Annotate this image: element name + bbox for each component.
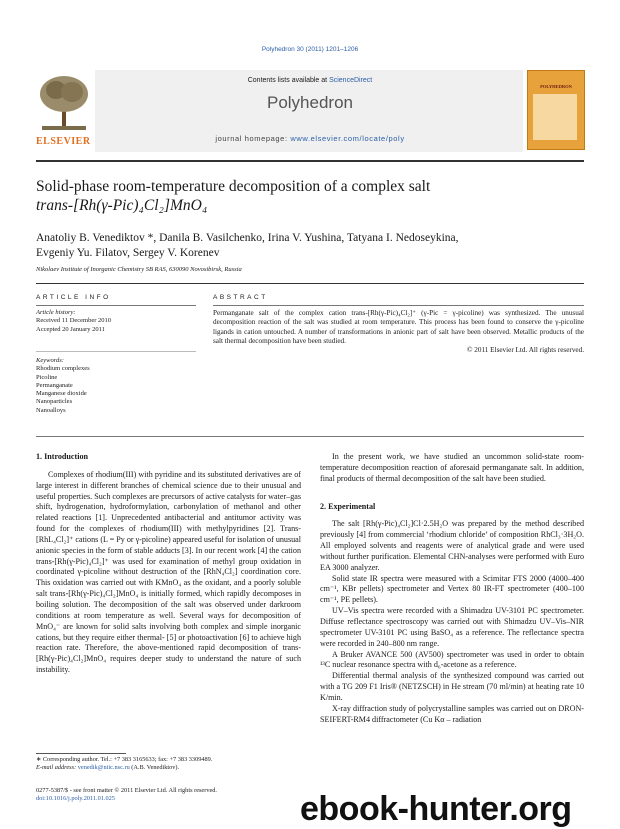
- journal-name: Polyhedron: [266, 93, 353, 112]
- title-line-1: Solid-phase room-temperature decomposition of a complex salt: [36, 178, 431, 195]
- header-rule: [36, 160, 584, 162]
- column-two: [320, 452, 584, 725]
- keyword-item: Picoline: [36, 373, 58, 381]
- history-label: Article history:: [36, 309, 76, 316]
- abstract-text: [213, 309, 584, 355]
- watermark-text: ebook-hunter.org: [300, 790, 572, 828]
- authors-line-2: Evgeniy Yu. Filatov, Sergey V. Korenev: [36, 247, 220, 259]
- experimental-paragraph-4: A Bruker AVANCE 500 (AV500) spectrometer was used in order to obtain ¹³C nuclear resonance spectra with d₆-acetone as a reference.: [320, 649, 584, 670]
- introduction-section: [36, 452, 301, 676]
- issn-line: 0277-5387/$ - see front matter © 2011 Elsevier Ltd. All rights reserved.: [36, 787, 217, 794]
- received-date: Received 11 December 2010: [36, 317, 112, 325]
- intro-paragraph: Complexes of rhodium(III) with pyridine and its substituted derivatives are of large interest in different branches of chemical science due to their unusual and useful properties. Such complexes are precursors of active catalysts for water–gas shift, hydrogenation, hydroformylation, carbonylation of methanol and other related reactions [1]. Unprecedented antibacterial and antitumor activity was found for the complexes of rhodium(III) with methylpyridines [2]. Trans-[RhL₄Cl₂]⁺ cations (L = Py or γ-picoline) appeared useful for isolation of unusual anionic species in the form of stable adducts [3]. In our recent work [4] the cation trans-[Rh(γ-Pic)₄Cl₂]⁺ was used for examination of methyl group oxidation in coordinated γ-picoline without destruction of the [RhN₄Cl₂] coordination core. This oxidation was carried out with KMnO₄ as the oxidant, and a poorly soluble salt trans-[Rh(γ-Pic)₄Cl₂]MnO₄ is initially formed, which rapidly decomposes in boiling solution. The decomposition of the salt was observed under darkroom conditions at room temperature as well. Several ways for decomposition of MnO₄⁻ are known for solid salts involving both complex and simple inorganic cations, but they require either thermal- [5] or photoactivation [6] to achieve high reaction rate. Therefore, the above-mentioned rapid decomposition of trans-[Rh(γ-Pic)₄Cl₂]MnO₄ requires deeper study to understand the nature of such instability.: [36, 469, 302, 675]
- corresponding-author-note: ∗ Corresponding author. Tel.: +7 383 3165633; fax: +7 383 3309489.: [36, 756, 213, 763]
- affiliation-rule: [36, 283, 584, 284]
- authors-line-1: Anatoliy B. Venediktov *, Danila B. Vasilchenko, Irina V. Yushina, Tatyana I. Nedoseykina,: [36, 232, 459, 244]
- homepage-link[interactable]: www.elsevier.com/locate/poly: [290, 134, 405, 143]
- abstract-heading: ABSTRACT: [213, 294, 268, 301]
- experimental-paragraph-3: UV–Vis spectra were recorded with a Shimadzu UV-3101 PC spectrometer. Diffuse reflectance spectroscopy was carried out with Shimadzu UV–Vis–NIR spectrometer UV-3101 PC using BaSO₄ as a reference. The reflectance spectra were recorded in 240–800 nm range.: [320, 606, 584, 648]
- affiliation: Nikolaev Institute of Inorganic Chemistry SB RAS, 630090 Novosibirsk, Russia: [36, 266, 242, 273]
- accepted-date: Accepted 20 January 2011: [36, 325, 105, 333]
- keywords-block: [36, 357, 196, 415]
- keyword-item: Nanoalloys: [36, 406, 66, 414]
- issn-block: [36, 787, 301, 803]
- elsevier-wordmark: ELSEVIER: [36, 136, 91, 147]
- article-info-heading: ARTICLE INFO: [36, 294, 111, 301]
- article-title: [36, 177, 584, 215]
- experimental-paragraph-2: Solid state IR spectra were measured with a Scimitar FTS 2000 (4000–400 cm⁻¹, KBr pellets) spectrometer and Vertex 80 IR-FT spectrometer (400–100 cm⁻¹, PE pellets).: [320, 573, 584, 605]
- keyword-item: Permanganate: [36, 381, 73, 389]
- experimental-heading: 2. Experimental: [320, 501, 376, 511]
- article-history: [36, 309, 196, 334]
- keywords-rule: [36, 351, 196, 352]
- sciencedirect-link[interactable]: ScienceDirect: [329, 77, 373, 84]
- cover-title: POLYHEDRON: [540, 84, 572, 89]
- email-suffix: (A.B. Venediktov).: [129, 764, 180, 771]
- journal-citation[interactable]: Polyhedron 30 (2011) 1201–1206: [261, 46, 359, 53]
- present-work-paragraph: In the present work, we have studied an uncommon solid-state room-temperature decomposition reaction of aforesaid permanganate salt. In addition, final products of thermal decomposition of the salt have been studied.: [320, 452, 584, 483]
- contents-prefix: Contents lists available at: [247, 77, 330, 84]
- email-link[interactable]: venedik@niic.nsc.ru: [77, 764, 130, 771]
- abstract-rule: [213, 305, 584, 306]
- article-info-rule: [36, 305, 196, 306]
- experimental-paragraph-5: Differential thermal analysis of the synthesized compound was carried out with a TG 209 F1 Iris® (NETZSCH) in He stream (70 ml/min) at heating rate 10 K/min.: [320, 671, 584, 702]
- experimental-paragraph-6: X-ray diffraction study of polycrystalline samples was carried out on DRON-SEIFERT-RM4 diffractometer (Cu Kα – radiation: [320, 703, 584, 724]
- intro-heading: 1. Introduction: [36, 452, 89, 461]
- homepage-prefix: journal homepage:: [215, 134, 291, 143]
- doi-link[interactable]: doi:10.1016/j.poly.2011.01.025: [36, 795, 115, 802]
- keyword-item: Nanoparticles: [36, 398, 73, 406]
- abstract-body: Permanganate salt of the complex cation trans-[Rh(γ-Pic)₄Cl₂]⁺ (γ-Pic = γ-picoline) was synthesized. The unusual decomposition reaction of the salt was studied at room temperature. This process has been found to conserve the γ-picoline ligands in cation untouched. A number of transformations in anionic part of salt have been observed. Metallic products of the salt thermal decomposition have been studied.: [213, 309, 584, 345]
- email-label: E-mail address:: [36, 764, 78, 771]
- abstract-copyright: © 2011 Elsevier Ltd. All rights reserved.: [467, 346, 584, 355]
- author-list: [36, 231, 584, 261]
- keyword-item: Rhodium complexes: [36, 365, 90, 373]
- footnote: [36, 756, 301, 772]
- cover-artwork: [533, 94, 577, 140]
- footnote-rule: [36, 753, 126, 754]
- title-line-2: trans-[Rh(γ-Pic)₄Cl₂]MnO₄: [36, 197, 208, 214]
- abstract-bottom-rule: [36, 436, 584, 437]
- keyword-item: Manganese dioxide: [36, 390, 87, 398]
- email-line: [36, 764, 301, 772]
- keywords-label: Keywords:: [36, 357, 64, 364]
- experimental-paragraph-1: The salt [Rh(γ-Pic)₄Cl₂]Cl·2.5H₂O was prepared by the method described previously [4] from commercial ‘rhodium chloride’ of composition RhCl₃·3H₂O. All employed solvents and reagents were of analytical grade and were used without further purification. Elemental CHN-analyses were performed with Euro EA 3000 analyzer.: [320, 519, 584, 572]
